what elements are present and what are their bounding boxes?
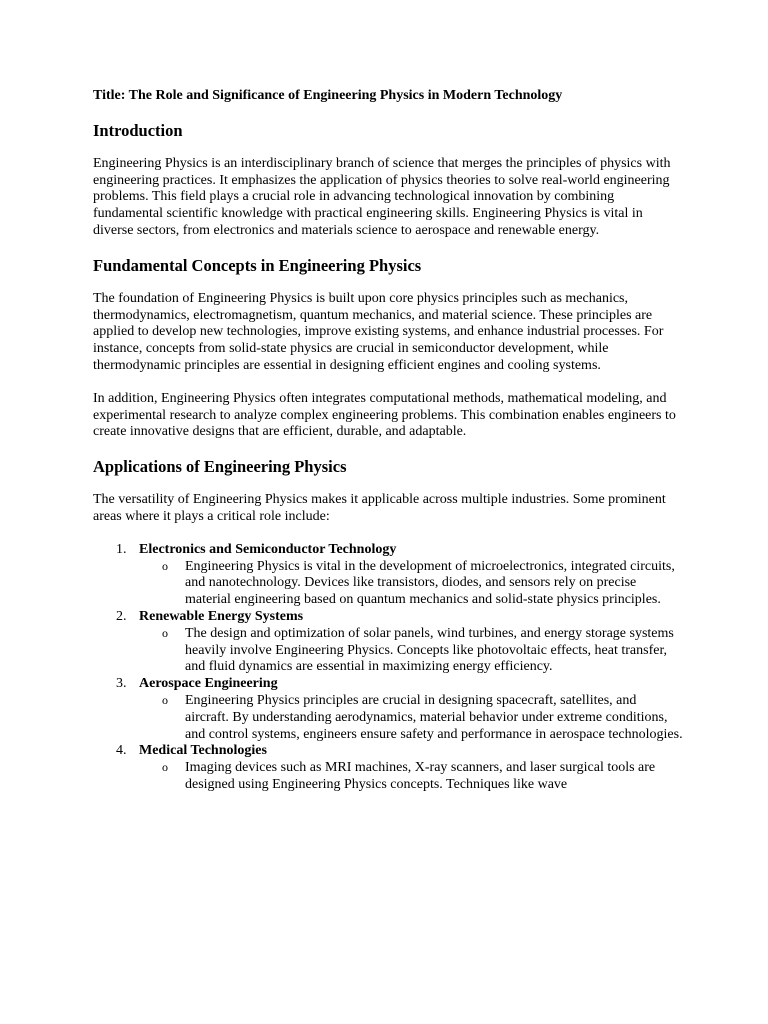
list-item [116, 541, 683, 609]
fundamentals-paragraph-1: The foundation of Engineering Physics is built upon core physics principles such as mechanics, thermodynamics, electromagnetism, quantum mechanics, and material science. These principles are applied to develop new technologies, improve existing systems, and enhance industrial processes. For instance, concepts from solid-state physics are crucial in semiconductor development, while thermodynamic principles are essential in designing efficient engines and cooling systems. [93, 290, 664, 373]
application-title: Medical Technologies [139, 743, 267, 759]
sub-list [139, 559, 683, 609]
document-page [93, 88, 683, 794]
application-title: Renewable Energy Systems [139, 608, 304, 624]
list-item [116, 743, 683, 793]
list-item [116, 608, 683, 676]
application-detail: The design and optimization of solar panels, wind turbines, and energy storage systems heavily involve Engineering Physics. Concepts like photovoltaic effects, heat transfer, and fluid dynamics are essential in maximizing energy efficiency. [185, 625, 674, 675]
sub-list [139, 626, 683, 676]
application-title: Aerospace Engineering [139, 676, 278, 692]
list-item [116, 676, 683, 743]
sub-list-item [162, 625, 683, 676]
sub-list-item [162, 760, 683, 794]
applications-list [93, 542, 683, 794]
list-number: 3. [116, 676, 127, 692]
list-number: 1. [116, 541, 127, 557]
bullet-icon: o [162, 692, 168, 707]
intro-heading: Introduction [93, 120, 183, 140]
intro-paragraph: Engineering Physics is an interdisciplinary branch of science that merges the principles of physics with engineering practices. It emphasizes the application of physics theories to solve real-world engineering problems. This field plays a crucial role in advancing technological innovation by combining fundamental scientific knowledge with practical engineering skills. Engineering Physics is vital in diverse sectors, from electronics and materials science to aerospace and renewable energy. [93, 155, 671, 238]
application-title: Electronics and Semiconductor Technology [139, 541, 397, 557]
list-number: 4. [116, 743, 127, 759]
document-title: Title: The Role and Significance of Engineering Physics in Modern Technology [93, 88, 563, 103]
fundamentals-heading: Fundamental Concepts in Engineering Physics [93, 255, 422, 275]
bullet-icon: o [162, 558, 168, 573]
application-detail: Engineering Physics is vital in the development of microelectronics, integrated circuits, and nanotechnology. Devices like transistors, diodes, and sensors rely on precise material engineering based on quantum mechanics and solid-state physics principles. [185, 558, 675, 608]
applications-intro: The versatility of Engineering Physics makes it applicable across multiple industries. Some prominent areas where it plays a critical role include: [93, 492, 666, 524]
sub-list [139, 693, 683, 743]
bullet-icon: o [162, 760, 168, 775]
application-detail: Engineering Physics principles are crucial in designing spacecraft, satellites, and aircraft. By understanding aerodynamics, material behavior under extreme conditions, and control systems, engineers ensure safety and performance in aerospace technologies. [185, 692, 683, 742]
applications-heading: Applications of Engineering Physics [93, 457, 347, 477]
sub-list-item [162, 692, 683, 743]
sub-list [139, 760, 683, 794]
bullet-icon: o [162, 625, 168, 640]
list-number: 2. [116, 608, 127, 624]
sub-list-item [162, 558, 683, 609]
application-detail: Imaging devices such as MRI machines, X-ray scanners, and laser surgical tools are designed using Engineering Physics concepts. Techniques like wave [185, 760, 656, 792]
fundamentals-paragraph-2: In addition, Engineering Physics often integrates computational methods, mathematical modeling, and experimental research to analyze complex engineering problems. This combination enables engineers to create innovative designs that are efficient, durable, and adaptable. [93, 390, 676, 440]
